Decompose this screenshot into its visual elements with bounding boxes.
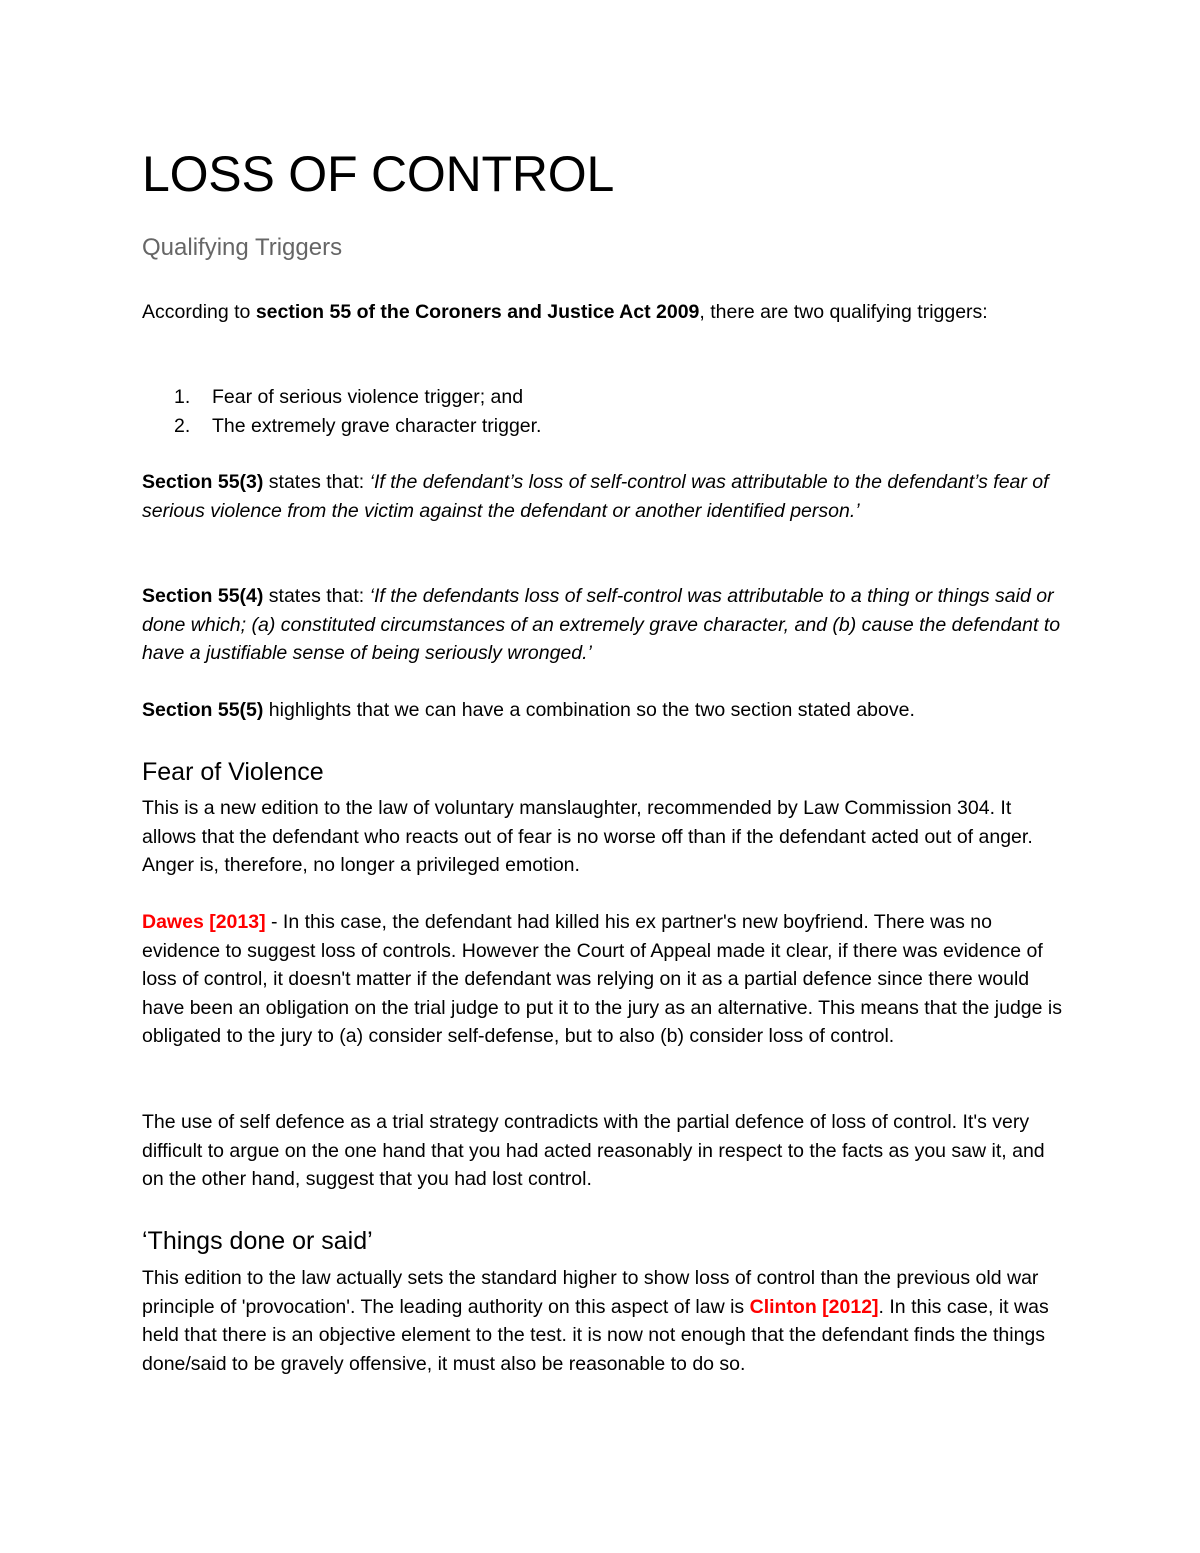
things-paragraph <box>142 1264 1062 1378</box>
things-pre: This edition to the law actually sets the standard higher to show loss of control than the previous old war principle of 'provocation'. The leading authority on this aspect of law is <box>142 1267 1039 1318</box>
document-subtitle: Qualifying Triggers <box>142 234 343 261</box>
intro-post: , there are two qualifying triggers: <box>699 301 988 323</box>
section-label: Section 55(5) <box>142 699 264 721</box>
list-number: 2. <box>174 414 191 437</box>
dawes-paragraph <box>142 908 1062 1051</box>
section-quote: ‘If the defendant’s loss of self-control was attributable to the defendant’s fear of serious violence from the victim against the defendant or another identified person.’ <box>142 471 1049 522</box>
section-text: highlights that we can have a combination so the two section stated above. <box>263 699 915 721</box>
section-label: Section 55(3) <box>142 471 264 493</box>
list-text: Fear of serious violence trigger; and <box>212 386 524 408</box>
list-text: The extremely grave character trigger. <box>212 414 542 437</box>
list-item <box>142 383 1062 412</box>
triggers-list <box>142 383 1062 440</box>
case-citation-dawes: Dawes [2013] <box>142 911 266 933</box>
intro-paragraph <box>142 298 1062 327</box>
fear-paragraph-1: This is a new edition to the law of voluntary manslaughter, recommended by Law Commission 304. It allows that the defendant who reacts out of fear is no worse off than if the defendant acted out of anger. Anger is, therefore, no longer a privileged emotion. <box>142 797 1033 876</box>
things-done-heading: ‘Things done or said’ <box>142 1227 373 1255</box>
section-55-5-paragraph <box>142 696 1062 725</box>
section-55-4-paragraph <box>142 582 1062 668</box>
fear-paragraph-3: The use of self defence as a trial strategy contradicts with the partial defence of loss of control. It's very difficult to argue on the one hand that you had acted reasonably in respect to the facts as you saw it, and on the other hand, suggest that you had lost control. <box>142 1111 1045 1190</box>
dawes-text: - In this case, the defendant had killed his ex partner's new boyfriend. There was no evidence to suggest loss of controls. However the Court of Appeal made it clear, if there was evidence of loss of control, it doesn't matter if the defendant was relying on it as a partial defence since there would have been an obligation on the trial judge to put it to the jury as an alternative. This means that the judge is obligated to the jury to (a) consider self-defense, but to also (b) consider loss of control. <box>142 911 1062 1047</box>
list-item <box>142 412 1062 441</box>
section-55-3-paragraph <box>142 468 1062 525</box>
fear-of-violence-heading: Fear of Violence <box>142 758 324 786</box>
case-citation-clinton: Clinton [2012] <box>749 1295 879 1318</box>
intro-pre: According to <box>142 301 256 323</box>
section-lead: states that: <box>263 585 370 607</box>
intro-statute: section 55 of the Coroners and Justice Act 2009 <box>255 301 700 323</box>
section-quote: ‘If the defendants loss of self-control was attributable to a thing or things said or done which; (a) constituted circumstances of an extremely grave character, and (b) cause the defendant to have a justifiable sense of being seriously wronged.’ <box>142 585 1061 664</box>
section-lead: states that: <box>263 471 370 493</box>
things-post: . In this case, it was held that there is an objective element to the test. it is now not enough that the defendant finds the things done/said to be gravely offensive, it must also be reasonable to do so. <box>142 1295 1049 1375</box>
document-title: LOSS OF CONTROL <box>142 146 615 202</box>
section-label: Section 55(4) <box>142 585 264 607</box>
list-number: 1. <box>174 386 191 408</box>
